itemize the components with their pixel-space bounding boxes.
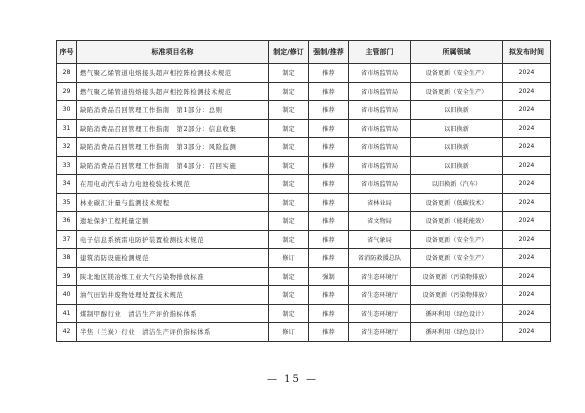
table-row	[57, 156, 551, 175]
cell-field: 设备更新（污染物排放）	[411, 286, 503, 305]
cell-year: 2024	[503, 156, 551, 175]
cell-field: 设备更新（污染物排放）	[411, 267, 503, 286]
cell-year: 2024	[503, 230, 551, 249]
cell-no: 35	[57, 193, 77, 212]
cell-year: 2024	[503, 175, 551, 194]
cell-dept: 省生态环境厅	[349, 286, 411, 305]
cell-level: 推荐	[309, 64, 349, 83]
table-header	[57, 41, 551, 64]
cell-field: 循环利用（绿色设计）	[411, 304, 503, 323]
table-row	[57, 212, 551, 231]
cell-no: 33	[57, 156, 77, 175]
table-row	[57, 304, 551, 323]
table-row	[57, 119, 551, 138]
table-row	[57, 138, 551, 157]
standards-table	[56, 40, 551, 342]
cell-dept: 省气象局	[349, 230, 411, 249]
cell-level: 推荐	[309, 156, 349, 175]
cell-level: 推荐	[309, 193, 349, 212]
cell-field: 以旧换新（汽车）	[411, 175, 503, 194]
cell-type: 修订	[269, 323, 309, 342]
header-level: 强制/推荐	[309, 41, 349, 64]
table-row	[57, 230, 551, 249]
cell-dept: 省市场监管局	[349, 101, 411, 120]
cell-no: 37	[57, 230, 77, 249]
cell-name: 建筑消防设施检测规范	[77, 249, 269, 268]
cell-name: 缺陷消费品召回管理工作指南 第3部分：风险监测	[77, 138, 269, 157]
header-field: 所属领域	[411, 41, 503, 64]
cell-no: 31	[57, 119, 77, 138]
cell-level: 推荐	[309, 138, 349, 157]
cell-type: 制定	[269, 267, 309, 286]
cell-no: 29	[57, 82, 77, 101]
cell-level: 推荐	[309, 286, 349, 305]
table-row	[57, 82, 551, 101]
cell-dept: 省生态环境厅	[349, 267, 411, 286]
cell-dept: 省生态环境厅	[349, 304, 411, 323]
cell-dept: 省市场监管局	[349, 156, 411, 175]
cell-type: 制定	[269, 175, 309, 194]
table-body	[57, 64, 551, 342]
cell-level: 强制	[309, 267, 349, 286]
table-row	[57, 64, 551, 83]
cell-name: 林业碳汇计量与监测技术规程	[77, 193, 269, 212]
cell-dept: 省市场监管局	[349, 138, 411, 157]
cell-type: 制定	[269, 119, 309, 138]
cell-name: 半焦（兰炭）行业 清洁生产评价指标体系	[77, 323, 269, 342]
cell-dept: 省生态环境厅	[349, 323, 411, 342]
cell-type: 制定	[269, 82, 309, 101]
cell-level: 推荐	[309, 212, 349, 231]
cell-name: 在用电动汽车动力电池检验技术规范	[77, 175, 269, 194]
cell-name: 陕北地区镁冶炼工业大气污染物排放标准	[77, 267, 269, 286]
cell-field: 以旧换新	[411, 101, 503, 120]
cell-name: 油气田钻井废物处理处置技术规范	[77, 286, 269, 305]
cell-name: 缺陷消费品召回管理工作指南 第2部分：信息收集	[77, 119, 269, 138]
table-row	[57, 323, 551, 342]
cell-no: 30	[57, 101, 77, 120]
cell-level: 推荐	[309, 175, 349, 194]
cell-type: 制定	[269, 64, 309, 83]
cell-no: 28	[57, 64, 77, 83]
cell-type: 制定	[269, 156, 309, 175]
cell-year: 2024	[503, 212, 551, 231]
cell-type: 修订	[269, 249, 309, 268]
cell-dept: 省消防救援总队	[349, 249, 411, 268]
cell-year: 2024	[503, 64, 551, 83]
cell-no: 38	[57, 249, 77, 268]
cell-year: 2024	[503, 138, 551, 157]
cell-name: 燃气聚乙烯管道热熔接头超声相控阵检测技术规范	[77, 82, 269, 101]
cell-no: 32	[57, 138, 77, 157]
cell-field: 设备更新（能耗能效）	[411, 212, 503, 231]
header-type: 制定/修订	[269, 41, 309, 64]
cell-no: 39	[57, 267, 77, 286]
cell-dept: 省市场监管局	[349, 64, 411, 83]
cell-type: 制定	[269, 138, 309, 157]
cell-field: 循环利用（绿色设计）	[411, 323, 503, 342]
cell-level: 推荐	[309, 249, 349, 268]
header-name: 标准项目名称	[77, 41, 269, 64]
cell-year: 2024	[503, 249, 551, 268]
cell-no: 36	[57, 212, 77, 231]
table-row	[57, 193, 551, 212]
cell-name: 煤制甲醇行业 清洁生产评价指标体系	[77, 304, 269, 323]
cell-level: 推荐	[309, 230, 349, 249]
cell-year: 2024	[503, 82, 551, 101]
cell-field: 设备更新（安全生产）	[411, 230, 503, 249]
table-row	[57, 286, 551, 305]
cell-type: 制定	[269, 212, 309, 231]
table-row	[57, 175, 551, 194]
cell-level: 推荐	[309, 119, 349, 138]
cell-field: 设备更新（低碳技术）	[411, 193, 503, 212]
table-row	[57, 267, 551, 286]
cell-no: 41	[57, 304, 77, 323]
cell-field: 设备更新（安全生产）	[411, 64, 503, 83]
cell-no: 40	[57, 286, 77, 305]
header-dept: 主管部门	[349, 41, 411, 64]
cell-year: 2024	[503, 101, 551, 120]
page-number: — 15 —	[266, 374, 319, 385]
cell-type: 制定	[269, 286, 309, 305]
cell-year: 2024	[503, 193, 551, 212]
cell-level: 推荐	[309, 101, 349, 120]
cell-year: 2024	[503, 267, 551, 286]
cell-year: 2024	[503, 323, 551, 342]
header-no: 序号	[57, 41, 77, 64]
cell-name: 遗址保护工程耗量定额	[77, 212, 269, 231]
cell-name: 电子信息系统雷电防护装置检测技术规范	[77, 230, 269, 249]
cell-field: 设备更新（安全生产）	[411, 249, 503, 268]
cell-dept: 省市场监管局	[349, 175, 411, 194]
cell-year: 2024	[503, 304, 551, 323]
table-row	[57, 249, 551, 268]
table-row	[57, 101, 551, 120]
cell-year: 2024	[503, 286, 551, 305]
cell-no: 34	[57, 175, 77, 194]
cell-field: 以旧换新	[411, 156, 503, 175]
cell-level: 推荐	[309, 304, 349, 323]
cell-level: 推荐	[309, 323, 349, 342]
cell-level: 推荐	[309, 82, 349, 101]
cell-dept: 省文物局	[349, 212, 411, 231]
cell-name: 缺陷消费品召回管理工作指南 第4部分：召回实施	[77, 156, 269, 175]
cell-field: 以旧换新	[411, 138, 503, 157]
cell-type: 制定	[269, 193, 309, 212]
cell-name: 缺陷消费品召回管理工作指南 第1部分：总则	[77, 101, 269, 120]
cell-type: 制定	[269, 230, 309, 249]
cell-type: 制定	[269, 304, 309, 323]
cell-dept: 省市场监管局	[349, 119, 411, 138]
cell-field: 以旧换新	[411, 119, 503, 138]
cell-dept: 省市场监管局	[349, 82, 411, 101]
cell-type: 制定	[269, 101, 309, 120]
cell-name: 燃气聚乙烯管道电熔接头超声相控阵检测技术规范	[77, 64, 269, 83]
cell-dept: 省林业局	[349, 193, 411, 212]
cell-year: 2024	[503, 119, 551, 138]
cell-no: 42	[57, 323, 77, 342]
header-row	[57, 41, 551, 64]
cell-field: 设备更新（安全生产）	[411, 82, 503, 101]
header-year: 拟发布时间	[503, 41, 551, 64]
